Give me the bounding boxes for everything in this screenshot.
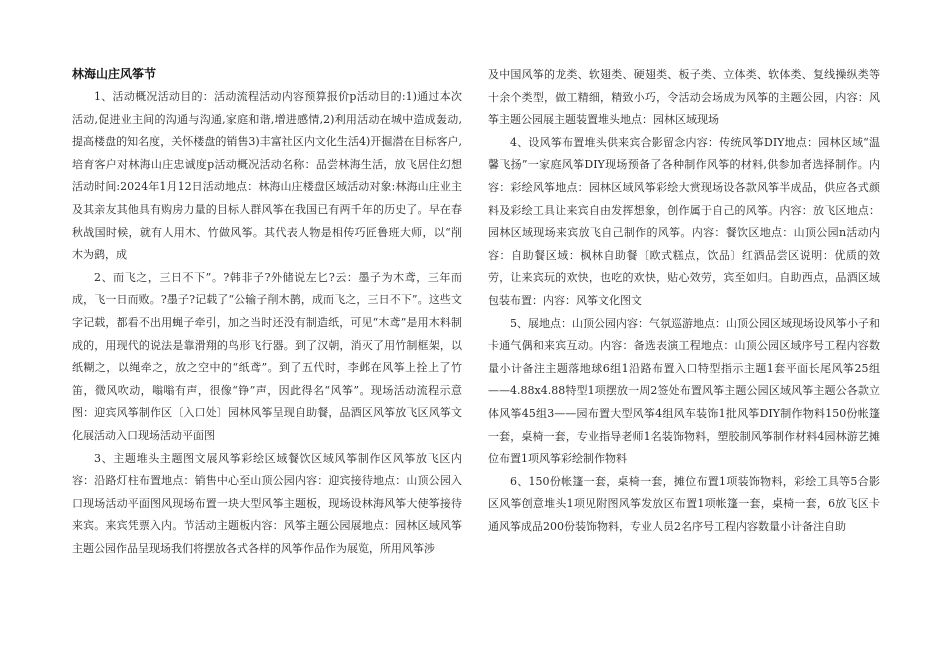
paragraph: 及中国风筝的龙类、软翅类、硬翅类、板子类、立体类、软体类、复线操纵类等十余个类型，做工精细，精致小巧，令活动会场成为风筝的主题公园，内容：风筝主题公园展主题装置堆头地点：园林区域现场 — [488, 68, 880, 127]
paragraph: 6、150份帐篷一套，桌椅一套，摊位布置1项装饰物料，彩绘工具等5合影区风筝创意堆头1项见附图风筝发放区布置1项帐篷一套，桌椅一套，6放飞区卡通风筝成品200份装饰物料，专业人员2名序号工程内容数量小计备注自助 — [488, 474, 880, 533]
right-column — [488, 64, 880, 538]
paragraph: 1、活动概况活动目的：活动流程活动内容预算报价p活动目的:1)通过本次活动,促进业主间的沟通与沟通,家庭和谐,增进感情,2)利用活动在城中造成轰动,提高楼盘的知名度，关怀楼盘的销售3)丰富社区内文化生活4)开掘潜在目标客户,培育客户对林海山庄忠诚度p活动概况活动名称：品尝林海生活，放飞居住幻想活动时间:2024年1月12日活动地点：林海山庄楼盘区域活动对象:林海山庄业主及其亲友其他具有购房力量的目标人群风筝在我国已有两千年的历史了。早在春秋战国时候，就有人用木、竹做风筝。其代表人物是相传巧匠鲁班大师，以“削木为鹞，成 — [72, 90, 462, 262]
document-title: 林海山庄风筝节 — [72, 67, 157, 81]
paragraph: 4、设风筝布置堆头供来宾合影留念内容：传统风筝DIY地点：园林区域“温馨飞扬”一家庭风筝DIY现场预备了各种制作风筝的材料,供参加者选择制作。内容：彩绘风筝地点：园林区域风筝彩绘大赏现场设各款风筝半成品，供应各式颜料及彩绘工具让来宾自由发挥想象，创作属于自己的风筝。内容：放飞区地点：园林区域现场来宾放飞自己制作的风筝。内容：餐饮区地点：山顶公园n活动内容：自助餐区域：枫林自助餐〔欧式糕点，饮品〕红酒品尝区说明：优质的效劳，让来宾玩的欢快，也吃的欢快，贴心效劳，宾至如归。自助西点，品酒区域包装布置：内容：风筝文化图文 — [488, 135, 880, 307]
paragraph: 5、展地点：山顶公园内容：气氛巡游地点：山顶公园区域现场设风筝小子和卡通气偶和来宾互动。内容：备选表演工程地点：山顶公园区域序号工程内容数量小计备注主题落地球6组1沿路布置入口特型指示主题1套平面长尾风筝25组——4.88x4.88特型1项摆放一周2签处布置风筝主题公园区域风筝主题公各款立体风筝45组3——园布置大型风筝4组风车装饰1批风筝DIY制作物料150份帐篷一套，桌椅一套，专业指导老师1名装饰物料，塑胶制风筝制作材料4园林游艺摊位布置1项风筝彩绘制作物料 — [488, 316, 880, 466]
paragraph: 3、主题堆头主题图文展风筝彩绘区域餐饮区域风筝制作区风筝放飞区内容：沿路灯柱布置地点：销售中心至山顶公园内容：迎宾接待地点：山顶公园入口现场活动平面图风现场布置一块大型风筝主题板，现场设林海风筝大使筝接待来宾。来宾凭票入内。节活动主题板内容：风筝主题公园展地点：园林区域风筝主题公园作品呈现场我们将摆放各式各样的风筝作品作为展览，所用风筝涉 — [72, 451, 462, 555]
left-column — [72, 64, 462, 560]
paragraph: 2、而飞之，三日不下”。?韩非子?外储说左匕?云：墨子为木鸢，三年而成，飞一日而败。?墨子?记载了“公输子削木鹊，成而飞之，三日不下”。这些文字记载，都看不出用蝇子牵引，加之当时还没有制造纸，可见“木鸢”是用木料制成的，用现代的说法是靠滑翔的鸟形飞行器。到了汉朝，消灭了用竹制框架，以纸糊之，以绳牵之，放之空中的“纸鸢”。到了五代时，李邺在风筝上拴上了竹笛，微风吹动，嗡嗡有声，很像“铮”声，因此得名“风筝”。现场活动流程示意图：迎宾风筝制作区〔入口处〕园林风筝呈现自助餐，品酒区风筝放飞区风筝文化展活动入口现场活动平面图 — [72, 270, 462, 442]
